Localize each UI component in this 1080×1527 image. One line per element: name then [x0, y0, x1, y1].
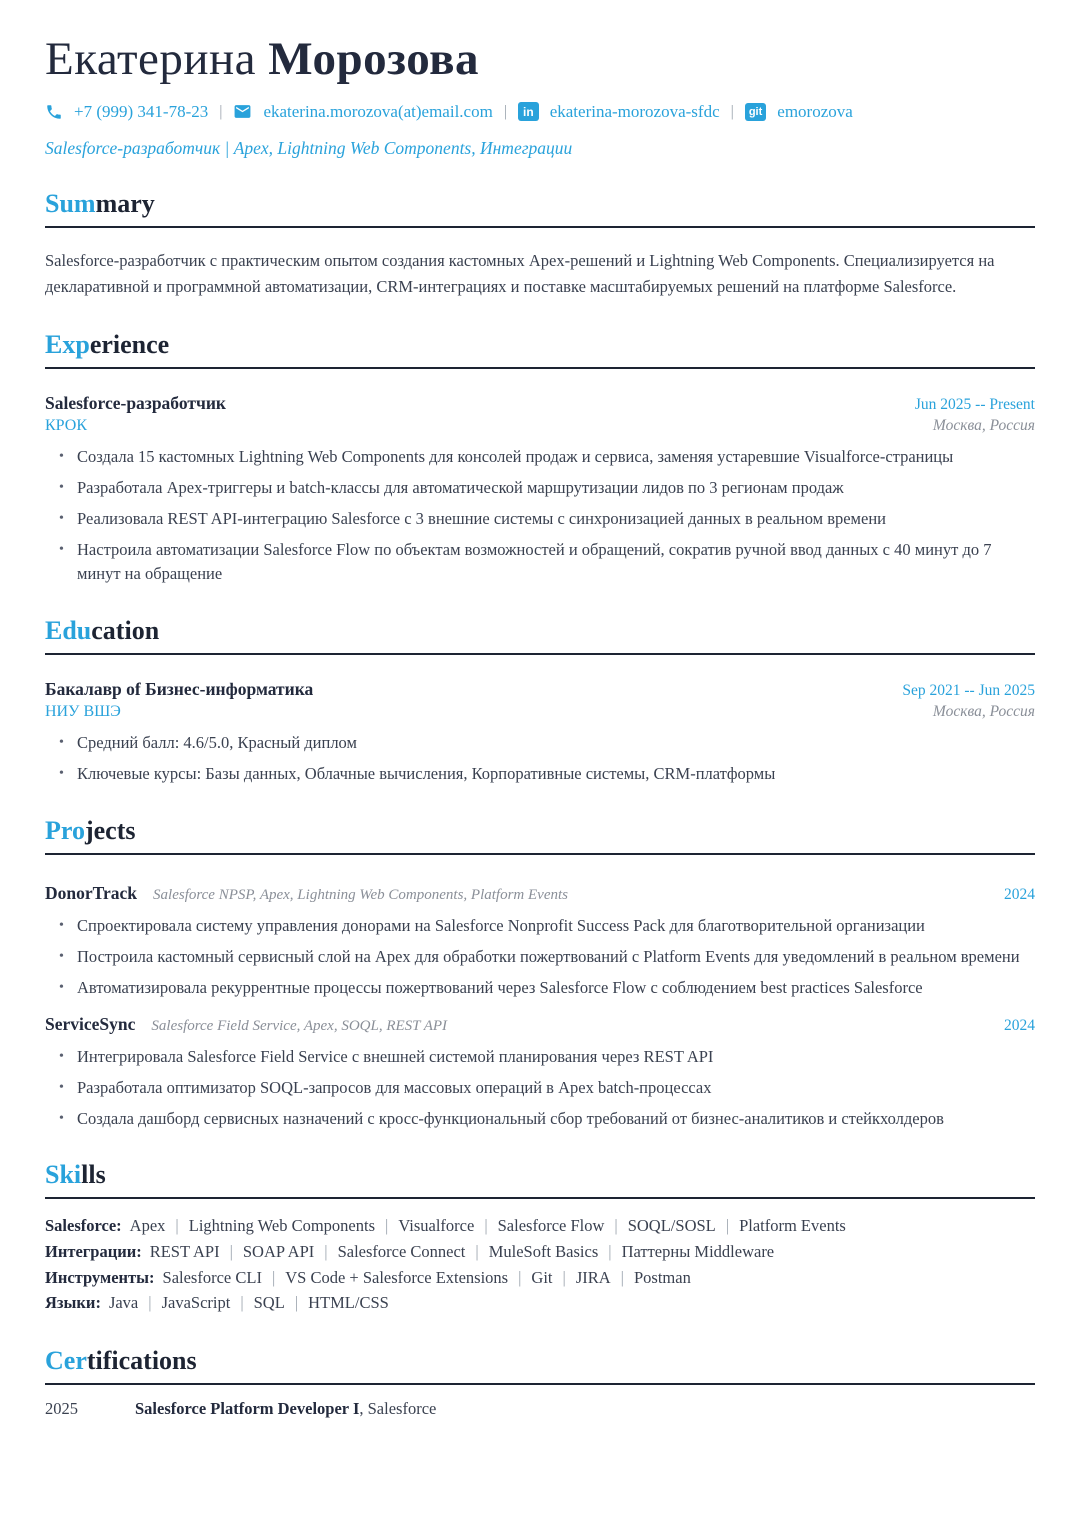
section-certifications — [45, 1346, 1035, 1419]
job-title: Salesforce-разработчик — [45, 393, 226, 414]
heading-highlight: Cer — [45, 1345, 87, 1375]
skill-item: JavaScript — [161, 1293, 231, 1313]
phone-icon — [45, 103, 63, 121]
skill-item: Platform Events — [739, 1216, 846, 1236]
candidate-name — [45, 34, 1035, 86]
project-stack: Salesforce Field Service, Apex, SOQL, REST API — [151, 1017, 448, 1034]
skill-item: VS Code + Salesforce Extensions — [285, 1267, 509, 1287]
heading-rest: mary — [95, 188, 155, 218]
heading-rest: erience — [89, 330, 170, 360]
separator: | — [175, 1216, 179, 1236]
project-entry — [45, 883, 1035, 1000]
skill-item: SQL — [253, 1293, 285, 1313]
resume-header — [45, 34, 1035, 159]
skill-category-label: Инструменты: — [45, 1267, 155, 1287]
git-icon: git — [745, 103, 766, 121]
linkedin-icon: in — [518, 102, 539, 121]
skill-item: Visualforce — [398, 1216, 475, 1236]
degree-title: Бакалавр of Бизнес-информатика — [45, 679, 314, 700]
heading-highlight: Edu — [45, 616, 92, 646]
bullet-item: • Реализовала REST API-интеграцию Salesforce с 3 внешние системы с синхронизацией данных в реальном времени — [59, 507, 1035, 531]
skill-item: Java — [108, 1293, 139, 1313]
separator: | — [518, 1267, 522, 1287]
project-stack: Salesforce NPSP, Apex, Lightning Web Components, Platform Events — [153, 886, 568, 903]
skill-item: SOAP API — [242, 1242, 315, 1262]
education-bullet-list — [45, 731, 1035, 786]
certification-entry — [45, 1399, 1035, 1419]
section-heading-certifications — [45, 1346, 1035, 1385]
separator: | — [620, 1267, 624, 1287]
bullet-item: • Настроила автоматизации Salesforce Flow по объектам возможностей и обращений, сократив ручной ввод данных с 40 минут до 7 минут на обращение — [59, 538, 1035, 586]
skill-item: Apex — [129, 1216, 166, 1236]
bullet-item: • Ключевые курсы: Базы данных, Облачные вычисления, Корпоративные системы, CRM-платформы — [59, 762, 1035, 786]
skill-item: SOQL/SOSL — [627, 1216, 716, 1236]
certification-title: Salesforce Platform Developer I — [135, 1398, 360, 1418]
separator: | — [608, 1242, 612, 1262]
summary-text: Salesforce-разработчик с практическим опытом создания кастомных Apex-решений и Lightning Web Components. Специализируется на декларативной и программной автоматизации, CRM-интеграциях и поставке масштабируемых решений на платформе Salesforce. — [45, 250, 995, 297]
section-heading-experience — [45, 330, 1035, 369]
skill-row — [45, 1239, 1035, 1265]
first-name: Екатерина — [45, 33, 257, 85]
separator: | — [484, 1216, 488, 1236]
heading-highlight: Exp — [45, 330, 90, 360]
job-bullet-list — [45, 445, 1035, 586]
education-dates: Sep 2021 -- Jun 2025 — [902, 682, 1035, 700]
bullet-item: • Интегрировала Salesforce Field Service с внешней системой планирования через REST API — [59, 1045, 1035, 1069]
bullet-item: • Разработала Apex-триггеры и batch-классы для автоматической маршрутизации лидов по 3 регионам продаж — [59, 476, 1035, 500]
job-company: КРОК — [45, 417, 87, 435]
bullet-item: • Создала 15 кастомных Lightning Web Components для консолей продаж и сервиса, заменяя устаревшие Visualforce-страницы — [59, 445, 1035, 469]
skill-item: Salesforce CLI — [162, 1267, 262, 1287]
job-dates: Jun 2025 -- Present — [914, 396, 1035, 414]
project-name: ServiceSync — [45, 1013, 136, 1034]
skill-category-label: Интеграции: — [45, 1242, 142, 1262]
skill-item: REST API — [149, 1242, 220, 1262]
separator: | — [148, 1293, 152, 1313]
separator: | — [475, 1242, 479, 1262]
email-link[interactable]: ekaterina.morozova(at)email.com — [263, 101, 493, 121]
skill-item: JIRA — [575, 1267, 611, 1287]
tagline: Salesforce-разработчик | Apex, Lightning Web Components, Интеграции — [45, 137, 573, 158]
section-summary — [45, 189, 1035, 301]
skill-row — [45, 1265, 1035, 1291]
bullet-item: • Спроектировала систему управления донорами на Salesforce Nonprofit Success Pack для благотворительной организации — [59, 914, 1035, 938]
skill-item: Salesforce Connect — [337, 1242, 466, 1262]
separator: | — [271, 1267, 276, 1287]
section-skills — [45, 1160, 1035, 1315]
separator: | — [324, 1242, 328, 1262]
email-icon — [233, 102, 252, 121]
section-experience — [45, 330, 1035, 586]
heading-rest: lls — [81, 1160, 106, 1190]
git-link[interactable]: emorozova — [777, 101, 853, 121]
education-location: Москва, Россия — [932, 703, 1035, 721]
skills-list — [45, 1199, 1035, 1315]
section-heading-skills — [45, 1160, 1035, 1199]
separator: | — [503, 102, 508, 120]
skill-item: Git — [531, 1267, 553, 1287]
section-education — [45, 616, 1035, 786]
section-projects — [45, 816, 1035, 1131]
separator: | — [240, 1293, 244, 1313]
separator: | — [385, 1216, 389, 1236]
project-year: 2024 — [1004, 885, 1035, 903]
separator: | — [219, 102, 223, 120]
separator: | — [562, 1267, 566, 1287]
section-heading-projects — [45, 816, 1035, 855]
project-name: DonorTrack — [45, 882, 138, 903]
project-bullet-list — [45, 914, 1035, 1000]
linkedin-link[interactable]: ekaterina-morozova-sfdc — [549, 101, 720, 121]
project-year: 2024 — [1004, 1016, 1035, 1034]
phone-link[interactable]: +7 (999) 341-78-23 — [74, 101, 209, 121]
institution-name: НИУ ВШЭ — [45, 703, 121, 721]
section-heading-education — [45, 616, 1035, 655]
skill-row — [45, 1213, 1035, 1239]
heading-rest: cation — [91, 616, 160, 646]
skill-item: Паттерны Middleware — [621, 1242, 775, 1262]
job-location: Москва, Россия — [932, 417, 1035, 435]
skill-item: Lightning Web Components — [188, 1216, 376, 1236]
separator: | — [730, 102, 734, 120]
heading-highlight: Pro — [45, 815, 85, 845]
section-heading-summary — [45, 189, 1035, 228]
experience-entry — [45, 393, 1035, 586]
skill-item: HTML/CSS — [308, 1293, 389, 1313]
skill-item: Salesforce Flow — [497, 1216, 605, 1236]
skill-item: MuleSoft Basics — [488, 1242, 599, 1262]
heading-highlight: Sum — [45, 188, 96, 218]
separator: | — [294, 1293, 299, 1313]
bullet-item: • Разработала оптимизатор SOQL-запросов для массовых операций в Apex batch-процессах — [59, 1076, 1035, 1100]
certification-title-line — [135, 1399, 436, 1419]
bullet-item: • Построила кастомный сервисный слой на Apex для обработки пожертвований с Platform Events для уведомлений в реальном времени — [59, 945, 1035, 969]
certification-issuer: , Salesforce — [359, 1398, 437, 1418]
separator: | — [725, 1216, 730, 1236]
heading-rest: jects — [84, 815, 136, 845]
project-title-line — [45, 1014, 447, 1035]
contact-row — [45, 102, 1035, 122]
certification-year: 2025 — [45, 1398, 78, 1418]
skill-item: Postman — [633, 1267, 691, 1287]
skill-row — [45, 1290, 1035, 1316]
last-name: Морозова — [268, 33, 480, 85]
bullet-item: • Автоматизировала рекуррентные процессы пожертвований через Salesforce Flow с соблюдением best practices Salesforce — [59, 976, 1035, 1000]
bullet-item: • Создала дашборд сервисных назначений с кросс-функциональный сбор требований от бизнес-аналитиков и стейкхолдеров — [59, 1107, 1035, 1131]
separator: | — [229, 1242, 233, 1262]
project-entry — [45, 1014, 1035, 1131]
heading-rest: tifications — [86, 1345, 197, 1375]
project-bullet-list — [45, 1045, 1035, 1131]
heading-highlight: Ski — [45, 1160, 82, 1190]
project-title-line — [45, 883, 568, 904]
bullet-item: • Средний балл: 4.6/5.0, Красный диплом — [59, 731, 1035, 755]
education-entry — [45, 679, 1035, 786]
skill-category-label: Языки: — [45, 1293, 101, 1313]
separator: | — [614, 1216, 618, 1236]
skill-category-label: Salesforce: — [45, 1216, 122, 1236]
